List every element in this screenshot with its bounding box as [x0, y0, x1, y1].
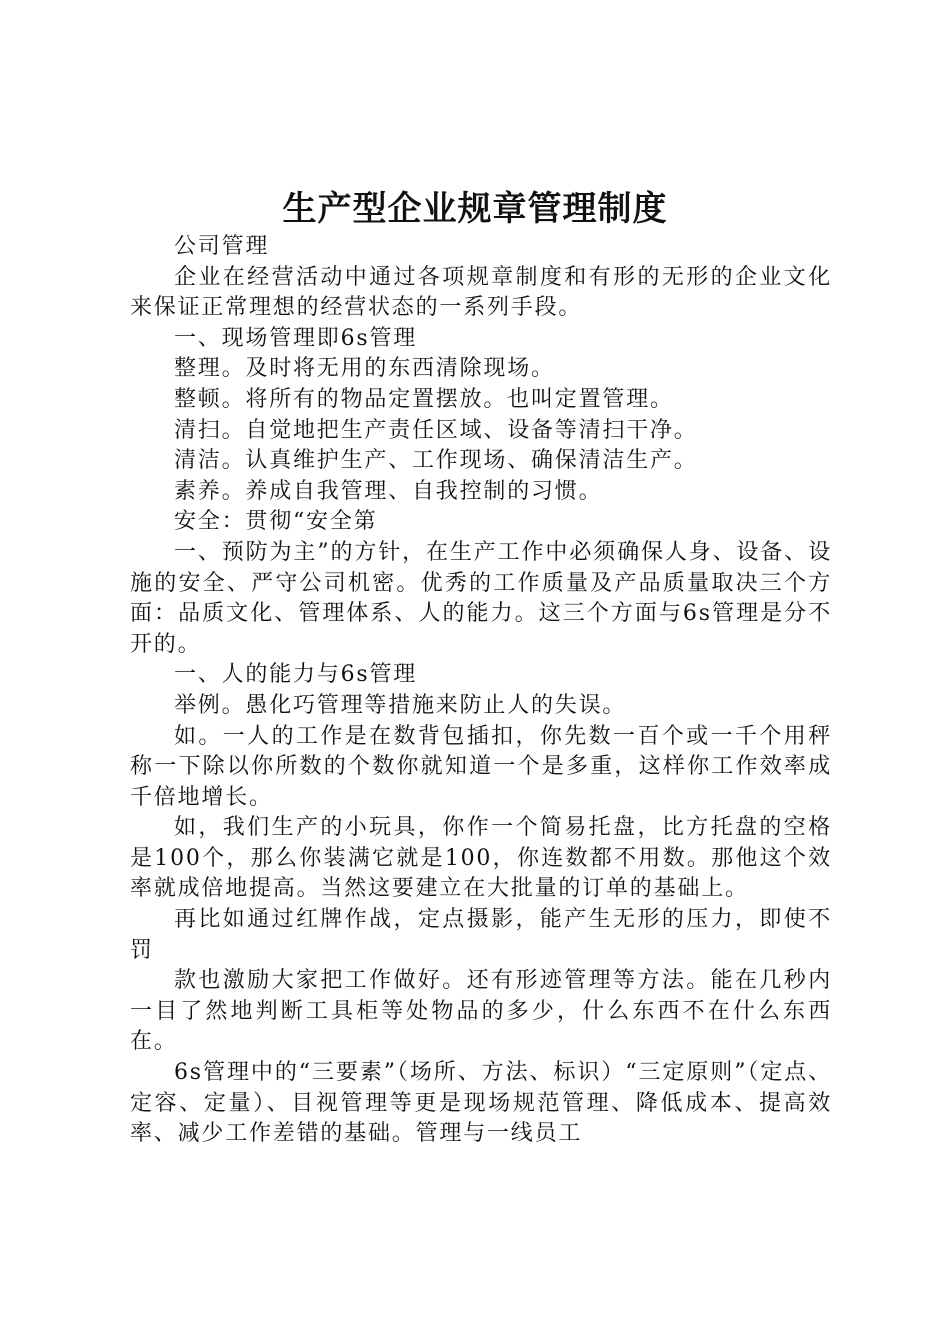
paragraph: 整理。及时将无用的东西清除现场。	[174, 356, 555, 382]
paragraph: 安全：贯彻“安全第	[174, 509, 378, 535]
paragraph: 如。一人的工作是在数背包插扣，你先数一百个或一千个用秤称一下除以你所数的个数你就知道一个是多重，这样你工作效率成千倍地增长。	[130, 723, 832, 810]
paragraph: 清扫。自觉地把生产责任区域、设备等清扫干净。	[174, 417, 698, 443]
paragraph: 一、现场管理即6s管理	[174, 325, 418, 351]
paragraph: 款也激励大家把工作做好。还有形迹管理等方法。能在几秒内一目了然地判断工具柜等处物品的多少，什么东西不在什么东西在。	[130, 968, 832, 1055]
paragraph: 举例。愚化巧管理等措施来防止人的失误。	[174, 692, 627, 718]
paragraph: 再比如通过红牌作战，定点摄影，能产生无形的压力，即使不罚	[130, 907, 832, 963]
document-title: 生产型企业规章管理制度	[282, 189, 668, 229]
paragraph: 一、人的能力与6s管理	[174, 662, 418, 688]
paragraph: 清洁。认真维护生产、工作现场、确保清洁生产。	[174, 448, 698, 474]
paragraph: 企业在经营活动中通过各项规章制度和有形的无形的企业文化来保证正常理想的经营状态的一系列手段。	[130, 264, 832, 321]
paragraph: 如，我们生产的小玩具，你作一个简易托盘，比方托盘的空格是100个，那么你装满它就是100，你连数都不用数。那他这个效率就成倍地提高。当然这要建立在大批量的订单的基础上。	[130, 815, 832, 902]
paragraph: 一、预防为主”的方针，在生产工作中必须确保人身、设备、设施的安全、严守公司机密。优秀的工作质量及产品质量取决三个方面：品质文化、管理体系、人的能力。这三个方面与6s管理是分不开的。	[130, 539, 832, 657]
paragraph: 素养。养成自我管理、自我控制的习惯。	[174, 478, 603, 504]
paragraph: 6s管理中的“三要素”（场所、方法、标识）“三定原则”（定点、定容、定量）、目视管理等更是现场规范管理、降低成本、提高效率、减少工作差错的基础。管理与一线员工	[130, 1060, 832, 1147]
paragraph: 整顿。将所有的物品定置摆放。也叫定置管理。	[174, 386, 674, 412]
document-body	[130, 232, 832, 1150]
paragraph: 公司管理	[174, 234, 270, 259]
